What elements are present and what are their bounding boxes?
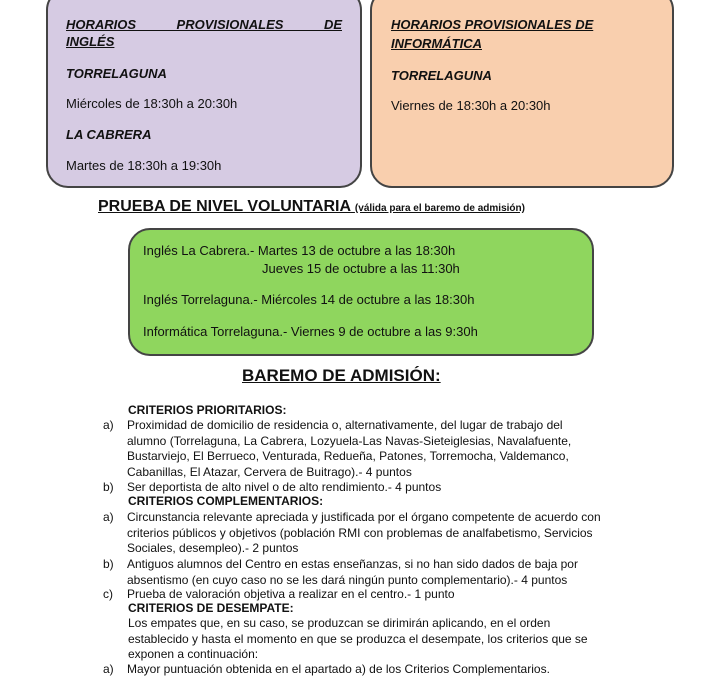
desempate-intro: Los empates que, en su caso, se produzcan se dirimirán aplicando, en el orden establecido y hasta el momento en que se produzca el desempate, los criterios que se exponen a continuación:: [128, 616, 588, 661]
prueba-heading: [98, 198, 525, 216]
prioritarios-item-b-label: b): [103, 480, 114, 494]
desempate-item-a: [103, 662, 627, 678]
ingles-schedule-torrelaguna: Miércoles de 18:30h a 20:30h: [66, 96, 238, 111]
desempate-item-a-text: Mayor puntuación obtenida en el apartado a) de los Criterios Complementarios.: [127, 662, 550, 676]
informatica-box-title-line2: INFORMÁTICA: [391, 36, 482, 51]
criterios-desempate-title: CRITERIOS DE DESEMPATE:: [128, 601, 294, 615]
ingles-location-torrelaguna: TORRELAGUNA: [66, 66, 167, 81]
complementarios-item-b: [103, 557, 603, 588]
informatica-location: TORRELAGUNA: [391, 68, 492, 83]
criterios-prioritarios-title: CRITERIOS PRIORITARIOS:: [128, 403, 287, 417]
informatica-box-title-line1: HORARIOS PROVISIONALES DE: [391, 17, 594, 32]
prueba-heading-text: PRUEBA DE NIVEL VOLUNTARIA: [98, 198, 351, 215]
prueba-line-ingles-torrelaguna: Inglés Torrelaguna.- Miércoles 14 de octubre a las 18:30h: [143, 292, 475, 307]
prueba-line-ingles-cabrera-2: Jueves 15 de octubre a las 11:30h: [262, 261, 460, 276]
prioritarios-item-a: [103, 418, 603, 480]
prioritarios-item-b-text: Ser deportista de alto nivel o de alto rendimiento.- 4 puntos: [127, 480, 442, 494]
complementarios-item-a: [103, 510, 603, 557]
ingles-box-title-line2: INGLÉS: [66, 34, 115, 49]
complementarios-item-b-text: Antiguos alumnos del Centro en estas enseñanzas, si no han sido dados de baja por absentismo (en cuyo caso no se les dará ningún punto complementario).- 4 puntos: [127, 557, 578, 587]
informatica-schedule: Viernes de 18:30h a 20:30h: [391, 98, 551, 113]
complementarios-item-a-text: Circunstancia relevante apreciada y justificada por el órgano competente de acuerdo con criterios públicos y objetivos (población RMI con problemas de analfabetismo, Servicios Sociales, desempleo).- 2 puntos: [127, 510, 601, 555]
criterios-complementarios-title: CRITERIOS COMPLEMENTARIOS:: [128, 494, 324, 508]
prioritarios-item-a-text: Proximidad de domicilio de residencia o, alternativamente, del lugar de trabajo del alumno (Torrelaguna, La Cabrera, Lozyuela-Las Navas-Sieteiglesias, Navalafuente, Bustarviejo, El Berrueco, Venturada, Redueña, Patones, Torremocha, Valdemanco, Cabanillas, El Atazar, Cervera de Buitrago).- 4 puntos: [127, 418, 572, 479]
prueba-line-ingles-cabrera: Inglés La Cabrera.- Martes 13 de octubre a las 18:30h: [143, 243, 456, 258]
ingles-schedule-la-cabrera: Martes de 18:30h a 19:30h: [66, 158, 222, 173]
complementarios-item-c-text: Prueba de valoración objetiva a realizar en el centro.- 1 punto: [127, 587, 455, 601]
baremo-heading: BAREMO DE ADMISIÓN:: [242, 366, 441, 385]
prueba-heading-note: (válida para el baremo de admisión): [354, 203, 525, 214]
complementarios-item-a-label: a): [103, 510, 114, 524]
desempate-item-a-label: a): [103, 662, 114, 676]
prioritarios-item-a-label: a): [103, 418, 114, 432]
ingles-box-title-line1: HORARIOS PROVISIONALES DE: [66, 17, 342, 32]
prueba-line-informatica-torrelaguna: Informática Torrelaguna.- Viernes 9 de octubre a las 9:30h: [143, 324, 478, 339]
ingles-location-la-cabrera: LA CABRERA: [66, 127, 152, 142]
complementarios-item-c-label: c): [103, 587, 113, 601]
complementarios-item-b-label: b): [103, 557, 114, 571]
